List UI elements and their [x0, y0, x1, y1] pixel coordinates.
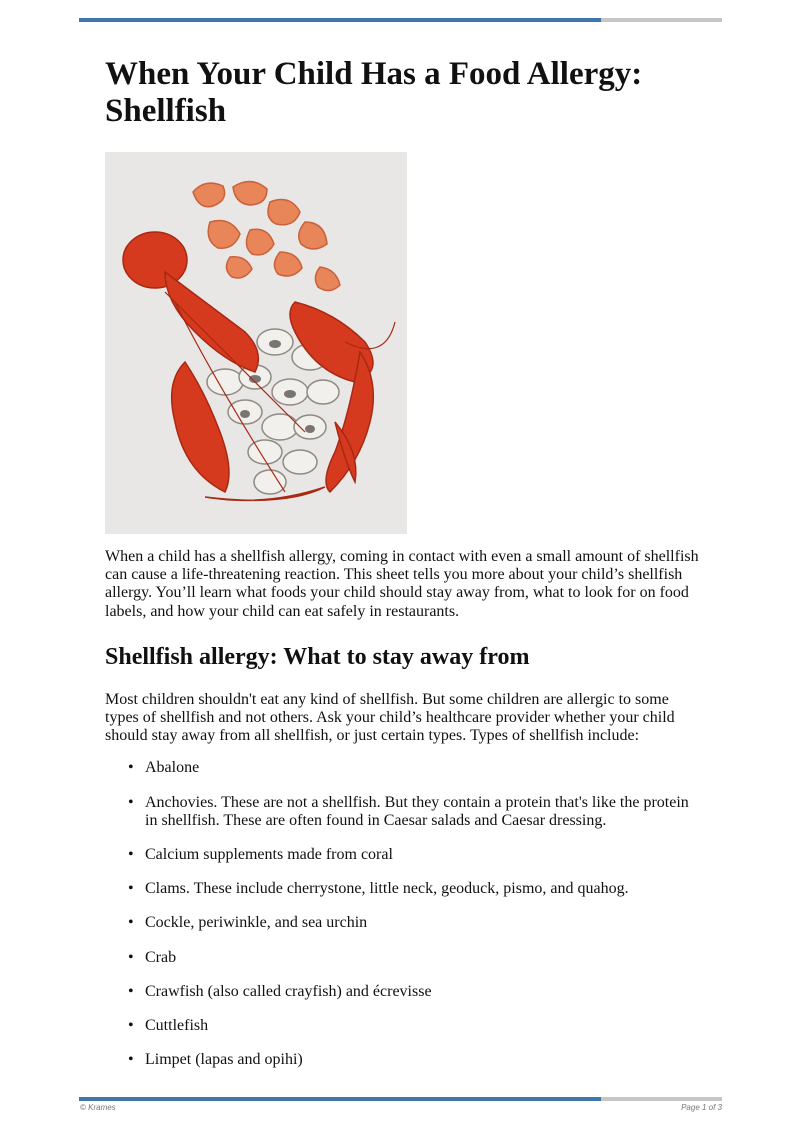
list-item: • Abalone — [145, 759, 705, 777]
intro-paragraph: When a child has a shellfish allergy, coming in contact with even a small amount of shellfish can cause a life-threatening reaction. This sheet tells you more about your child’s shellfish allergy. You’ll learn what foods your child should stay away from, what to look for on food labels, and how your child can eat safely in restaurants. — [105, 548, 699, 620]
header-rule — [79, 18, 722, 22]
shellfish-photo — [105, 152, 407, 534]
list-item: • Cockle, periwinkle, and sea urchin — [145, 914, 705, 932]
header-rule-grey — [601, 18, 722, 22]
list-item: • Clams. These include cherrystone, little neck, geoduck, pismo, and quahog. — [145, 880, 705, 898]
footer-rule-grey — [601, 1097, 722, 1101]
footer-rule-blue — [79, 1097, 601, 1101]
document-body — [105, 56, 705, 1085]
section-heading: Shellfish allergy: What to stay away from — [105, 643, 530, 670]
list-item: • Cuttlefish — [145, 1017, 705, 1035]
list-item: • Limpet (lapas and opihi) — [145, 1051, 705, 1069]
header-rule-blue — [79, 18, 601, 22]
page-title: When Your Child Has a Food Allergy: Shellfish — [105, 56, 643, 129]
shellfish-list — [105, 759, 705, 1069]
page-number: Page 1 of 3 — [681, 1103, 722, 1112]
footer-rule — [79, 1097, 722, 1101]
list-item: • Anchovies. These are not a shellfish. But they contain a protein that's like the protein in shellfish. These are often found in Caesar salads and Caesar dressing. — [145, 794, 705, 830]
section-paragraph: Most children shouldn't eat any kind of shellfish. But some children are allergic to some types of shellfish and not others. Ask your child’s healthcare provider whether your child should stay away from all shellfish, or just certain types. Types of shellfish include: — [105, 690, 675, 745]
copyright-text: © Krames — [80, 1103, 116, 1112]
list-item: • Crab — [145, 949, 705, 967]
list-item: • Crawfish (also called crayfish) and écrevisse — [145, 983, 705, 1001]
list-item: • Calcium supplements made from coral — [145, 846, 705, 864]
